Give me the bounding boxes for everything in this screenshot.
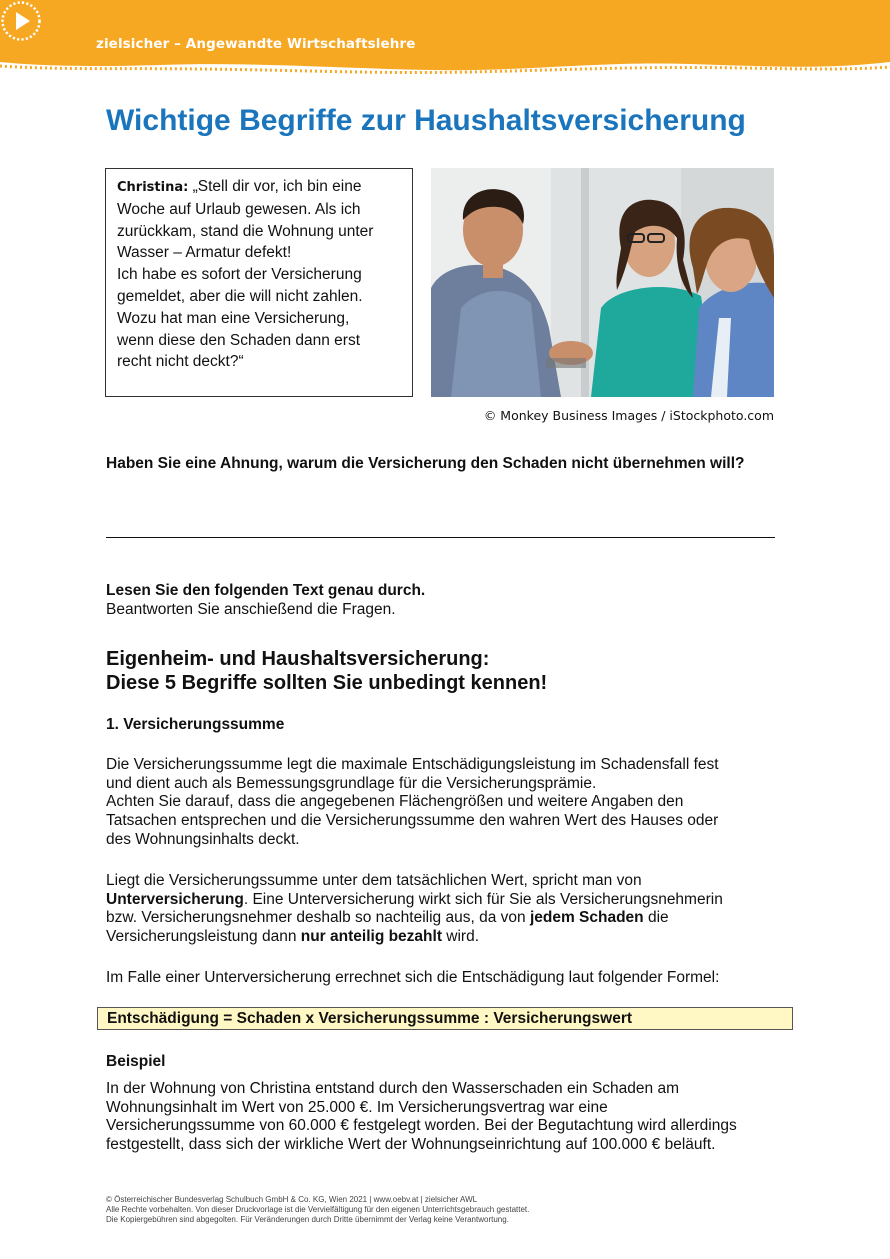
paragraph-line: Liegt die Versicherungssumme unter dem tatsächlichen Wert, spricht man von (106, 872, 642, 889)
instruction-line-2: Beantworten Sie anschießend die Fragen. (106, 601, 396, 618)
paragraph-line: Die Versicherungssumme legt die maximale Entschädigungsleistung im Schadensfall fest (106, 756, 719, 773)
brand-name: zielsicher – Angewandte Wirtschaftslehre (96, 36, 416, 52)
term-unterversicherung: Unterversicherung (106, 890, 244, 908)
formula-box: Entschädigung = Schaden x Versicherungssumme : Versicherungswert (97, 1007, 793, 1030)
footer-copyright: © Österreichischer Bundesverlag Schulbuch GmbH & Co. KG, Wien 2021 | www.oebv.at | zielsicher AWL Alle Rechte vorbehalten. Von dieser Druckvorlage ist die Vervielfältigung für den eigenen Unterrichtsgebrauch gestattet. Die Kopiergebühren sind abgegolten. Für Veränderungen durch Dritte übernimmt der Verlag keine Verantwortung. (106, 1195, 530, 1224)
question-prompt: Haben Sie eine Ahnung, warum die Versicherung den Schaden nicht übernehmen will? (106, 455, 745, 472)
quote-line: Ich habe es sofort der Versicherung (117, 266, 362, 284)
paragraph-line: des Wohnungsinhalts deckt. (106, 830, 300, 848)
quote-line: recht nicht deckt?“ (117, 353, 244, 371)
quote-line (117, 176, 402, 199)
paragraph-1 (106, 756, 796, 850)
example-paragraph (106, 1080, 796, 1155)
paragraph-line: Wohnungsinhalt im Wert von 25.000 €. Im Versicherungsvertrag war eine (106, 1098, 608, 1116)
quote-line: Wasser – Armatur defekt! (117, 244, 292, 262)
quote-line: Wozu hat man eine Versicherung, (117, 309, 350, 327)
section-heading (106, 647, 547, 695)
example-heading: Beispiel (106, 1053, 166, 1070)
quote-line: gemeldet, aber die will nicht zahlen. (117, 287, 363, 305)
quote-line: zurückkam, stand die Wohnung unter (117, 222, 374, 240)
paragraph-line: festgestellt, dass sich der wirkliche Wert der Wohnungseinrichtung auf 100.000 € beläuft. (106, 1136, 716, 1154)
emphasis-jedem-schaden: jedem Schaden (529, 909, 644, 927)
quote-line: wenn diese den Schaden dann erst (117, 331, 361, 349)
instruction-line-1: Lesen Sie den folgenden Text genau durch. (106, 582, 426, 599)
paragraph-line: Versicherungsleistung dann nur anteilig bezahlt wird. (106, 928, 480, 946)
paragraph-line: Unterversicherung. Eine Unterversicherung wirkt sich für Sie als Versicherungsnehmerin (106, 890, 723, 908)
section-heading-line-2: Diese 5 Begriffe sollten Sie unbedingt kennen! (106, 672, 548, 694)
header-band (0, 0, 890, 80)
paragraph-line: Versicherungssumme von 60.000 € festgelegt worden. Bei der Begutachtung wird allerdings (106, 1117, 737, 1135)
section-heading-line-1: Eigenheim- und Haushaltsversicherung: (106, 648, 490, 670)
paragraph-2 (106, 872, 796, 947)
emphasis-nur-anteilig: nur anteilig bezahlt (300, 928, 442, 946)
quote-box (105, 168, 413, 397)
paragraph-3: Im Falle einer Unterversicherung errechnet sich die Entschädigung laut folgender Formel: (106, 969, 720, 986)
quote-speaker: Christina: (117, 180, 189, 195)
paragraph-line: Achten Sie darauf, dass die angegebenen Flächengrößen und weitere Angaben den (106, 793, 684, 811)
quote-line: Woche auf Urlaub gewesen. Als ich (117, 200, 361, 218)
photo-credit: © Monkey Business Images / iStockphoto.com (483, 408, 774, 423)
paragraph-line: In der Wohnung von Christina entstand durch den Wasserschaden ein Schaden am (106, 1080, 679, 1097)
paragraph-line: bzw. Versicherungsnehmer deshalb so nachteilig aus, da von jedem Schaden die (106, 909, 669, 927)
photo-three-people-talking (431, 168, 774, 397)
play-logo-icon (0, 0, 42, 42)
paragraph-line: und dient auch als Bemessungsgrundlage für die Versicherungsprämie. (106, 774, 597, 792)
instructions (106, 581, 425, 619)
paragraph-line: Tatsachen entsprechen und die Versicherungssumme den wahren Wert des Hauses oder (106, 812, 719, 830)
subheading-versicherungssumme: 1. Versicherungssumme (106, 716, 285, 733)
quote-text: „Stell dir vor, ich bin eine (192, 178, 362, 195)
page-title: Wichtige Begriffe zur Haushaltsversicherung (106, 104, 746, 137)
answer-line[interactable] (106, 537, 775, 538)
